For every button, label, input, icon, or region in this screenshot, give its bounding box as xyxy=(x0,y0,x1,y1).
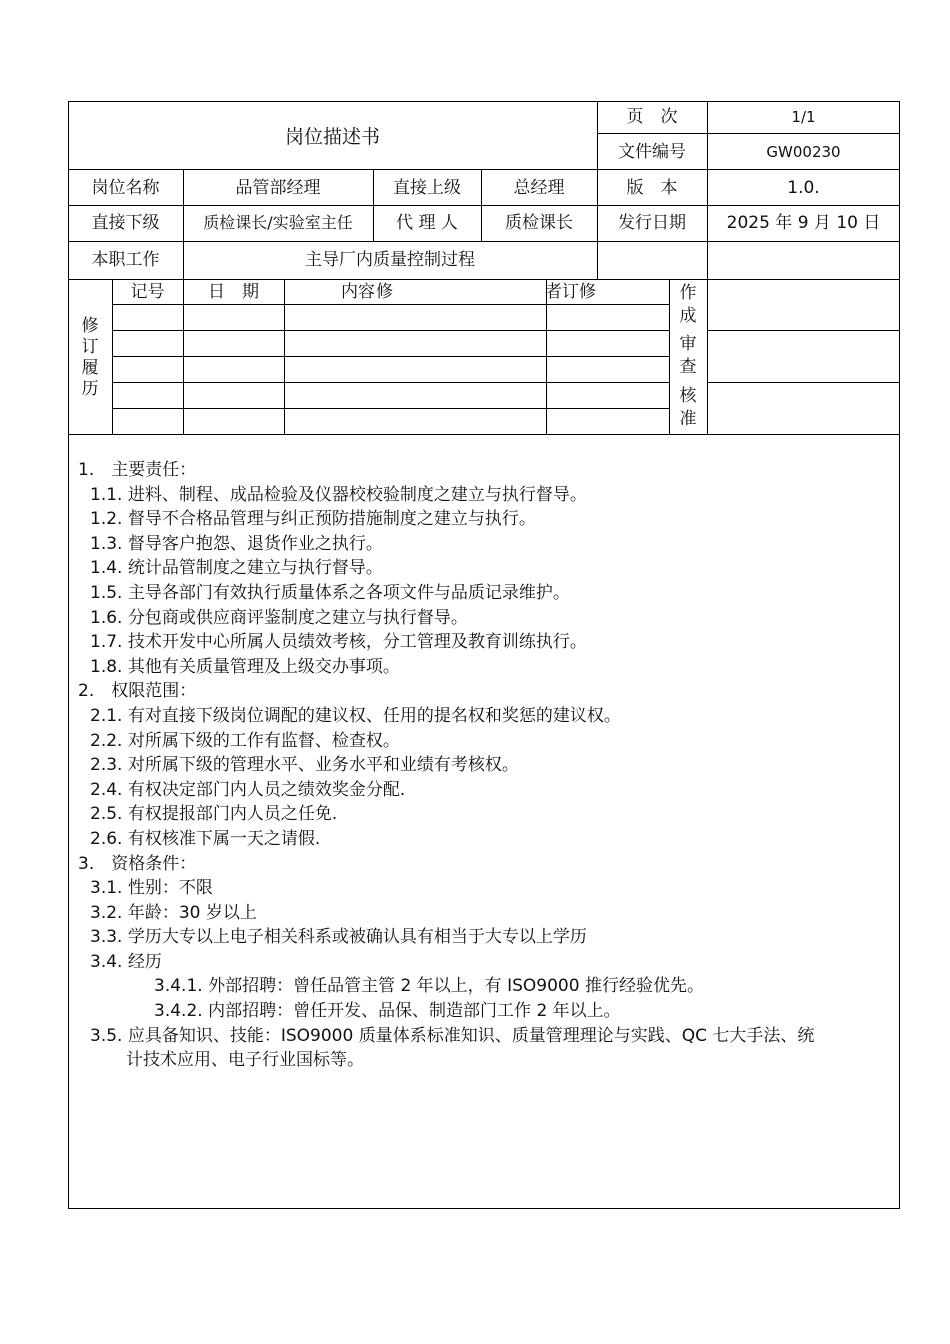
list-item: 2.1. 有对直接下级岗位调配的建议权、任用的提名权和奖惩的建议权。 xyxy=(90,705,621,726)
list-item: 2.4. 有权决定部门内人员之绩效奖金分配. xyxy=(90,779,406,800)
section-responsibilities-title: 1. 主要责任： xyxy=(78,460,197,480)
sign-review-label: 审查 xyxy=(679,334,697,377)
section-authority-title: 2. 权限范围： xyxy=(78,681,197,702)
rule xyxy=(68,241,900,242)
list-item: 1.2. 督导不合格品管理与纠正预防措施制度之建立与执行。 xyxy=(90,509,536,530)
rule xyxy=(284,279,285,434)
list-subitem: 3.4.2. 内部招聘：曾任开发、品保、制造部门工作 2 年以上。 xyxy=(154,1001,621,1022)
sign-make-label: 作成 xyxy=(679,283,697,326)
version-label: 版 本 xyxy=(626,178,678,198)
duty-value: 主导厂内质量控制过程 xyxy=(305,250,475,270)
rule xyxy=(68,169,900,170)
list-item: 1.6. 分包商或供应商评鉴制度之建立与执行督导。 xyxy=(90,607,468,628)
rule xyxy=(112,356,669,357)
rule xyxy=(68,205,900,206)
superior-value: 总经理 xyxy=(513,178,565,198)
col-content-overlap: 修 xyxy=(376,282,393,302)
list-item: 2.5. 有权提报部门内人员之任免. xyxy=(90,804,338,825)
col-content: 内容 xyxy=(341,282,375,302)
rule xyxy=(707,330,900,331)
rule xyxy=(707,279,708,434)
list-item: 3.4. 经历 xyxy=(90,951,162,972)
rule xyxy=(597,133,900,134)
rule xyxy=(546,279,547,434)
rule xyxy=(669,279,670,434)
rule xyxy=(707,382,900,383)
rule xyxy=(112,330,669,331)
rule xyxy=(112,408,669,409)
col-mark: 记号 xyxy=(130,282,165,302)
rule xyxy=(112,304,669,305)
list-item: 1.7. 技术开发中心所属人员绩效考核，分工管理及教育训练执行。 xyxy=(90,632,587,653)
list-item: 2.3. 对所属下级的管理水平、业务水平和业绩有考核权。 xyxy=(90,755,519,776)
list-item: 3.5. 应具备知识、技能：ISO9000 质量体系标准知识、质量管理理论与实践、QC 七大手法、统 xyxy=(90,1025,815,1046)
list-item: 2.6. 有权核准下属一天之请假. xyxy=(90,828,321,849)
sign-approve-label: 核准 xyxy=(679,386,697,429)
document-title: 岗位描述书 xyxy=(284,126,380,148)
list-item: 1.4. 统计品管制度之建立与执行督导。 xyxy=(90,558,383,579)
duty-label: 本职工作 xyxy=(91,250,160,270)
col-date: 日 期 xyxy=(208,282,259,302)
list-item: 3.2. 年龄：30 岁以上 xyxy=(90,902,257,923)
list-item: 3.1. 性别：不限 xyxy=(90,878,213,899)
rule xyxy=(183,279,184,434)
list-subitem: 3.4.1. 外部招聘：曾任品管主管 2 年以上，有 ISO9000 推行经验优先。 xyxy=(154,976,704,997)
list-item: 3.3. 学历大专以上电子相关科系或被确认具有相当于大专以上学历 xyxy=(90,927,587,948)
rule xyxy=(112,382,669,383)
list-item: 1.3. 督导客户抱怨、退货作业之执行。 xyxy=(90,533,383,554)
rule xyxy=(68,279,900,280)
superior-label: 直接上级 xyxy=(393,178,461,198)
page-value: 1/1 xyxy=(791,108,816,126)
list-item: 1.5. 主导各部门有效执行质量体系之各项文件与品质记录维护。 xyxy=(90,582,570,603)
rule xyxy=(112,279,113,434)
section-qualifications-title: 3. 资格条件： xyxy=(78,853,197,874)
docno-value: GW00230 xyxy=(766,143,841,161)
page-label: 页 次 xyxy=(626,107,678,127)
list-item: 2.2. 对所属下级的工作有监督、检查权。 xyxy=(90,730,400,751)
rule xyxy=(68,434,900,435)
issue-date-label: 发行日期 xyxy=(618,213,686,233)
docno-label: 文件编号 xyxy=(618,142,686,162)
revision-history-label: 修订履历 xyxy=(81,316,99,399)
version-value: 1.0. xyxy=(787,178,820,198)
position-label: 岗位名称 xyxy=(91,178,160,198)
list-item: 1.1. 进料、制程、成品检验及仪器校校验制度之建立与执行督导。 xyxy=(90,484,587,505)
subordinate-value: 质检课长/实验室主任 xyxy=(203,213,353,232)
list-item: 1.8. 其他有关质量管理及上级交办事项。 xyxy=(90,656,400,677)
issue-date-value: 2025 年 9 月 10 日 xyxy=(726,213,881,233)
position-value: 品管部经理 xyxy=(235,178,321,198)
agent-value: 质检课长 xyxy=(505,213,573,233)
subordinate-label: 直接下级 xyxy=(91,213,160,233)
job-description-body xyxy=(78,458,893,1073)
col-reviser: 者订修 xyxy=(545,282,596,302)
agent-label: 代 理 人 xyxy=(396,213,458,233)
list-item-continuation: 计技术应用、电子行业国标等。 xyxy=(126,1050,364,1071)
